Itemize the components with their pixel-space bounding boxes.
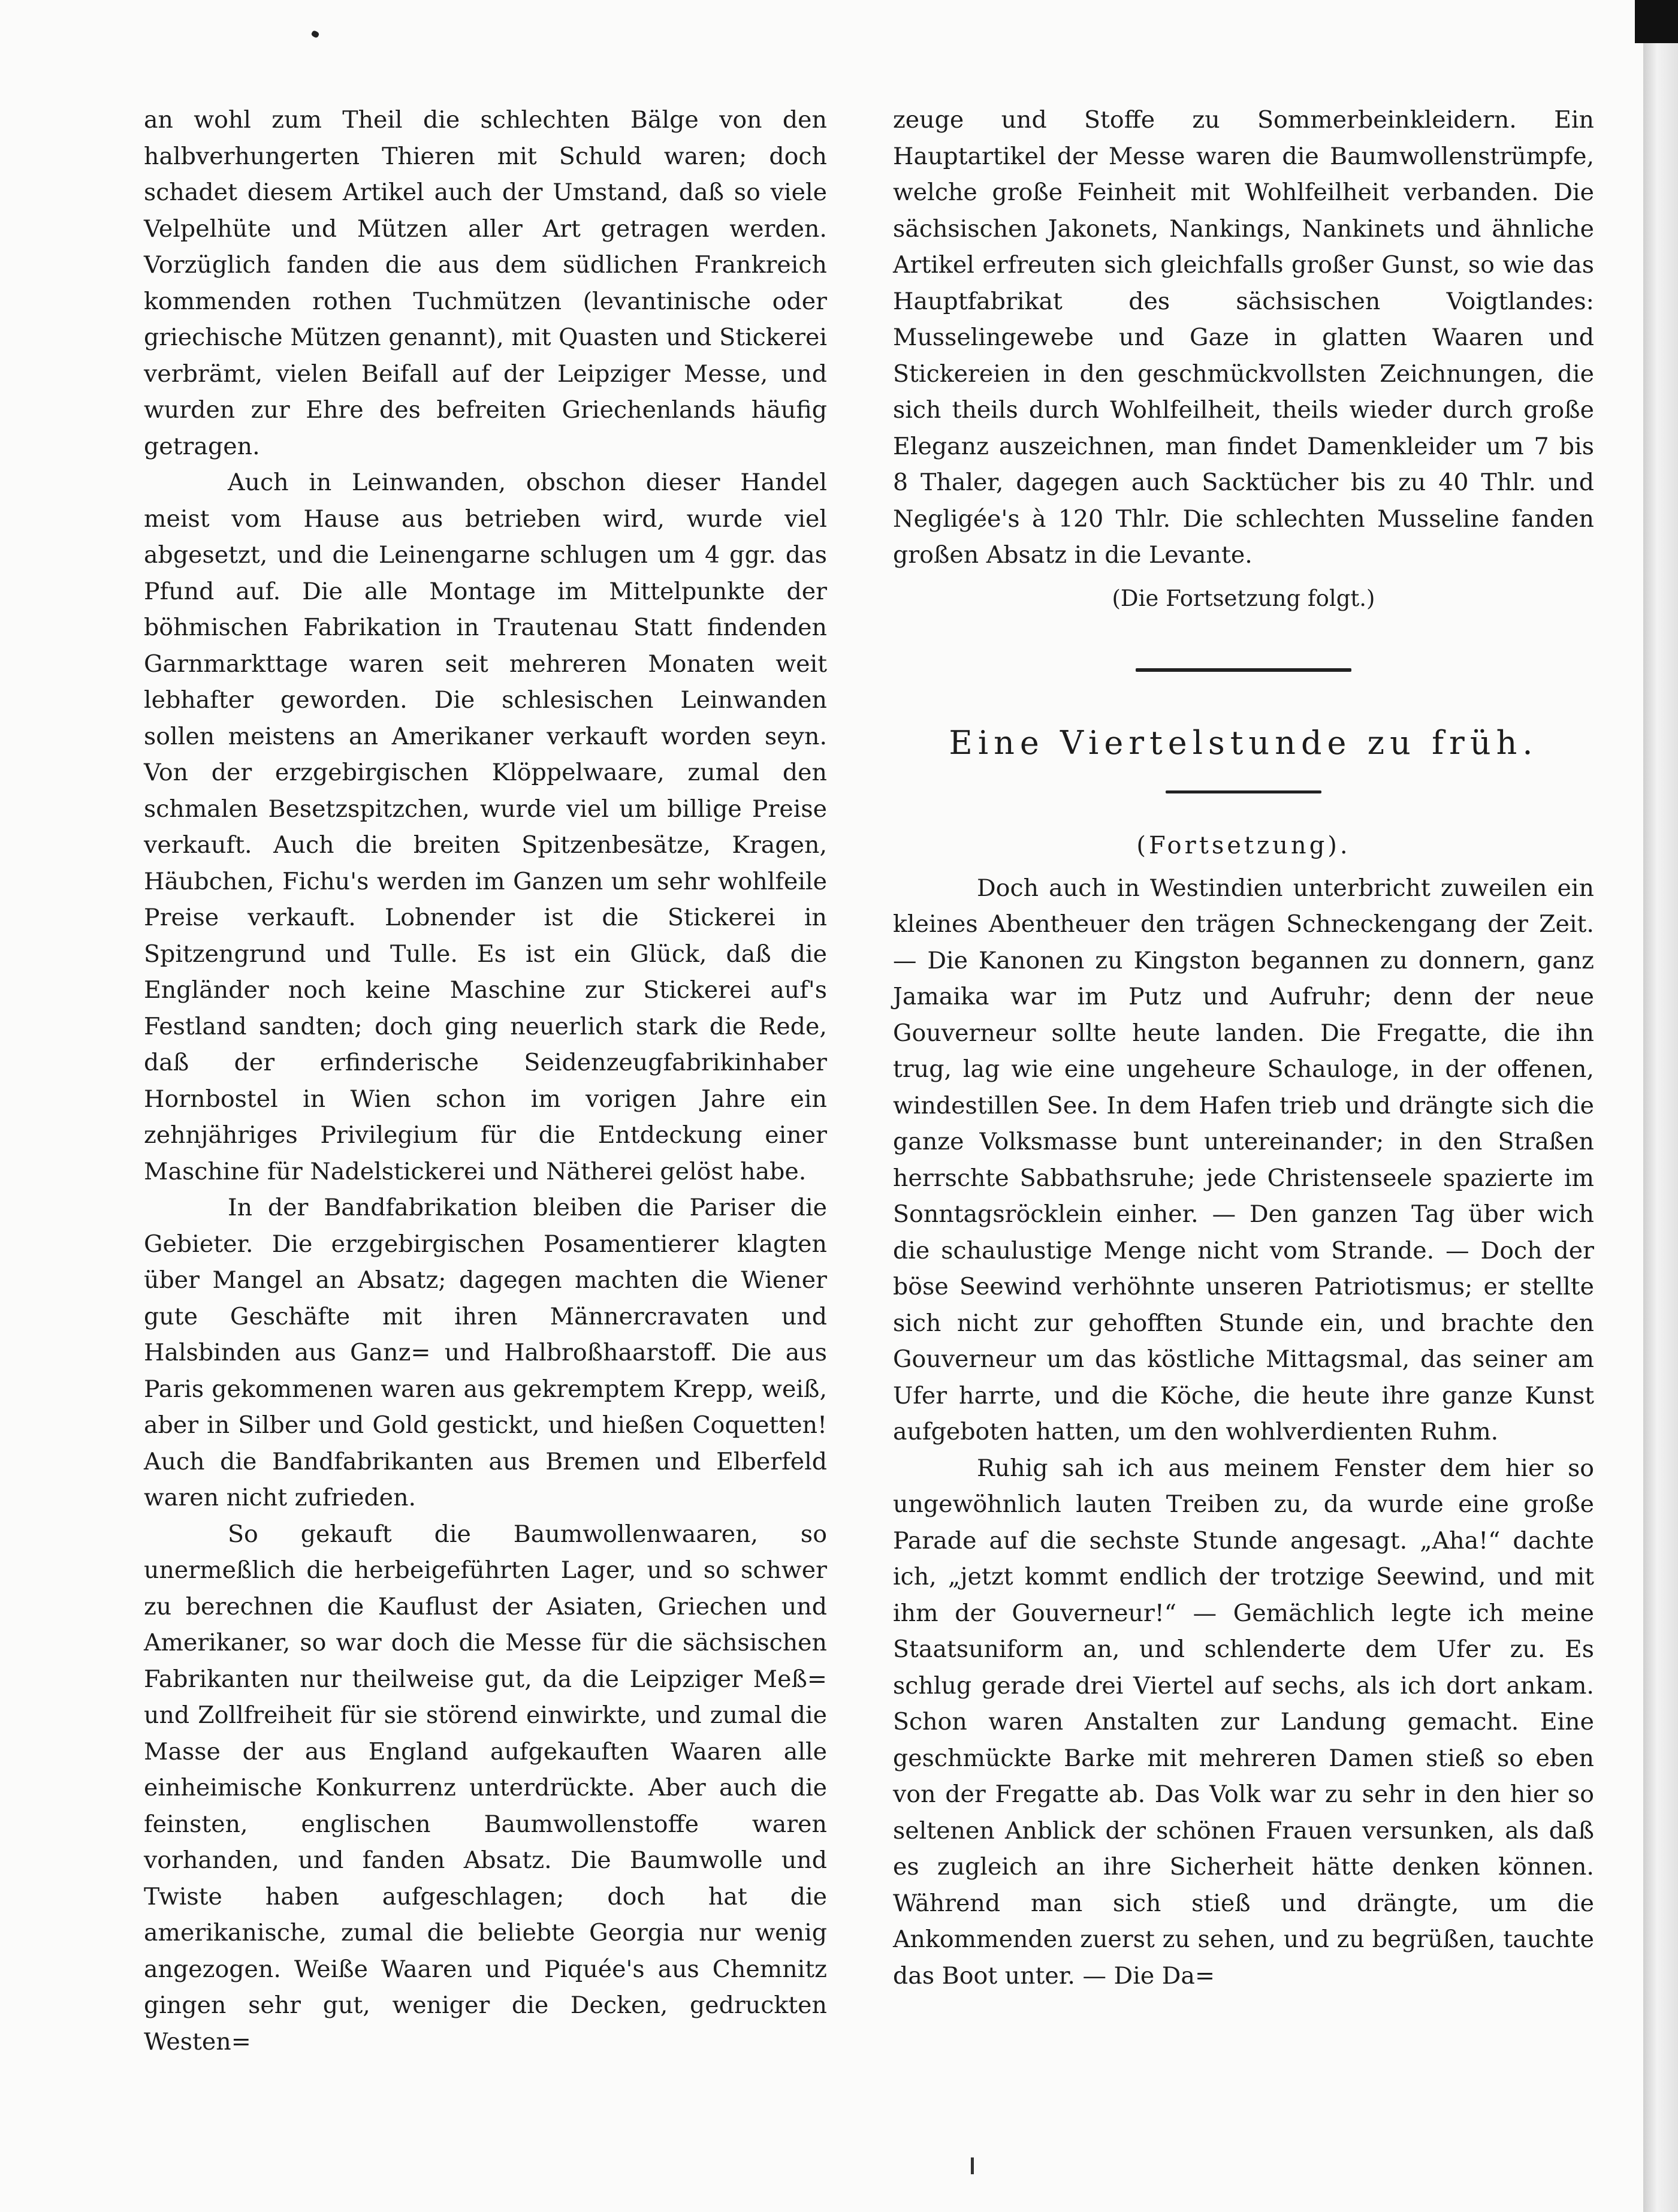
ink-speck: [310, 30, 319, 39]
article-title: Eine Viertelstunde zu früh.: [949, 723, 1538, 762]
left-paragraph-2: Auch in Leinwanden, obschon dieser Handel meist vom Hause aus betrieben wird, wurde viel abgesetzt, und die Leinengarne schlugen um 4 ggr. das Pfund auf. Die alle Montage im Mittelpunkte der böhmischen Fabrikation in Trautenau Statt findenden Garnmarkttage waren seit mehreren Monaten weit lebhafter geworden. Die schlesischen Leinwanden sollen meistens an Amerikaner verkauft worden seyn. Von der erzgebirgischen Klöppelwaare, zumal den schmalen Besetzspitzchen, wurde viel um billige Preise verkauft. Auch die breiten Spitzenbesätze, Kragen, Häubchen, Fichu's werden im Ganzen um sehr wohlfeile Preise verkauft. Lobnender ist die Stickerei in Spitzengrund und Tulle. Es ist ein Glück, daß die Engländer noch keine Maschine zur Stickerei auf's Festland sandten; doch ging neuerlich stark die Rede, daß der erfinderische Seidenzeugfabrikinhaber Hornbostel in Wien schon im vorigen Jahre ein zehnjähriges Privilegium für die Entdeckung einer Maschine für Nadelstickerei und Nätherei gelöst habe.: [144, 469, 827, 1185]
scan-corner: [1635, 0, 1678, 43]
ink-mark: [971, 2157, 974, 2174]
left-column: [144, 102, 827, 2060]
article-subheading: (Fortsetzung).: [1136, 831, 1351, 859]
right-paragraph-top: zeuge und Stoffe zu Sommerbeinkleidern. Ein Hauptartikel der Messe waren die Baumwollenstrümpfe, welche große Feinheit mit Wohlfeilheit verbanden. Die sächsischen Jakonets, Nankings, Nankinets und ähnliche Artikel erfreuten sich gleichfalls großer Gunst, so wie das Hauptfabrikat des sächsischen Voigtlandes: Musselingewebe und Gaze in glatten Waaren und Stickereien in den geschmückvollsten Zeichnungen, die sich theils durch Wohlfeilheit, theils wieder durch große Eleganz auszeichnen, man findet Damenkleider um 7 bis 8 Thaler, dagegen auch Sacktücher bis zu 40 Thlr. und Negligée's à 120 Thlr. Die schlechten Musseline fanden großen Absatz in die Levante.: [893, 106, 1594, 569]
right-column: [893, 102, 1594, 1994]
left-paragraph-4: So gekauft die Baumwollenwaaren, so unermeßlich die herbeigeführten Lager, und so schwer zu berechnen die Kauflust der Asiaten, Griechen und Amerikaner, so war doch die Messe für die sächsischen Fabrikanten nur theilweise gut, da die Leipziger Meß= und Zollfreiheit für sie störend einwirkte, und zumal die Masse der aus England aufgekauften Waaren alle einheimische Konkurrenz unterdrückte. Aber auch die feinsten, englischen Baumwollenstoffe waren vorhanden, und fanden Absatz. Die Baumwolle und Twiste haben aufgeschlagen; doch hat die amerikanische, zumal die beliebte Georgia nur wenig angezogen. Weiße Waaren und Piquée's aus Chemnitz gingen sehr gut, weniger die Decken, gedruckten Westen=: [144, 1520, 827, 2056]
left-paragraph-3: In der Bandfabrikation bleiben die Pariser die Gebieter. Die erzgebirgischen Posamentierer klagten über Mangel an Absatz; dagegen machten die Wiener gute Geschäfte mit ihren Männercravaten und Halsbinden aus Ganz= und Halbroßhaarstoff. Die aus Paris gekommenen waren aus gekremptem Krepp, weiß, aber in Silber und Gold gestickt, und hießen Coquetten! Auch die Bandfabrikanten aus Bremen und Elberfeld waren nicht zufrieden.: [144, 1194, 827, 1511]
left-paragraph-1: an wohl zum Theil die schlechten Bälge von den halbverhungerten Thieren mit Schuld waren; doch schadet diesem Artikel auch der Umstand, daß so viele Velpelhüte und Mützen aller Art getragen werden. Vorzüglich fanden die aus dem südlichen Frankreich kommenden rothen Tuchmützen (levantinische oder griechische Mützen genannt), mit Quasten und Stickerei verbrämt, vielen Beifall auf der Leipziger Messe, und wurden zur Ehre des befreiten Griechenlands häufig getragen.: [144, 106, 827, 460]
article-paragraph-1: Doch auch in Westindien unterbricht zuweilen ein kleines Abentheuer den trägen Schneckengang der Zeit. — Die Kanonen zu Kingston begannen zu donnern, ganz Jamaika war im Putz und Aufruhr; denn der neue Gouverneur sollte heute landen. Die Fregatte, die ihn trug, lag wie eine ungeheure Schauloge, in der offenen, windestillen See. In dem Hafen trieb und drängte sich die ganze Volksmasse bunt untereinander; in den Straßen herrschte Sabbathsruhe; jede Christenseele spazierte im Sonntagsröcklein einher. — Den ganzen Tag über wich die schaulustige Menge nicht vom Strande. — Doch der böse Seewind verhöhnte unseren Patriotismus; er stellte sich nicht zur gehofften Stunde ein, und brachte den Gouverneur um das köstliche Mittagsmal, das seiner am Ufer harrte, und die Köche, die heute ihre ganze Kunst aufgeboten hatten, um den wohlverdienten Ruhm.: [893, 874, 1594, 1446]
continuation-note: (Die Fortsetzung folgt.): [1112, 585, 1375, 611]
title-divider: [1166, 790, 1321, 793]
page-edge-shadow: [1643, 0, 1678, 2212]
article-paragraph-2: Ruhig sah ich aus meinem Fenster dem hier so ungewöhnlich lauten Treiben zu, da wurde eine große Parade auf die sechste Stunde angesagt. „Aha!“ dachte ich, „jetzt kommt endlich der trotzige Seewind, und mit ihm der Gouverneur!“ — Gemächlich legte ich meine Staatsuniform an, und schlenderte dem Ufer zu. Es schlug gerade drei Viertel auf sechs, als ich dort ankam. Schon waren Anstalten zur Landung gemacht. Eine geschmückte Barke mit mehreren Damen stieß so eben von der Fregatte ab. Das Volk war zu sehr in den hier so seltenen Anblick der schönen Frauen versunken, als daß es zugleich an ihre Sicherheit hätte denken können. Während man sich stieß und drängte, um die Ankommenden zuerst zu sehen, und zu begrüßen, tauchte das Boot unter. — Die Da=: [893, 1454, 1594, 1990]
section-divider: [1136, 668, 1351, 672]
